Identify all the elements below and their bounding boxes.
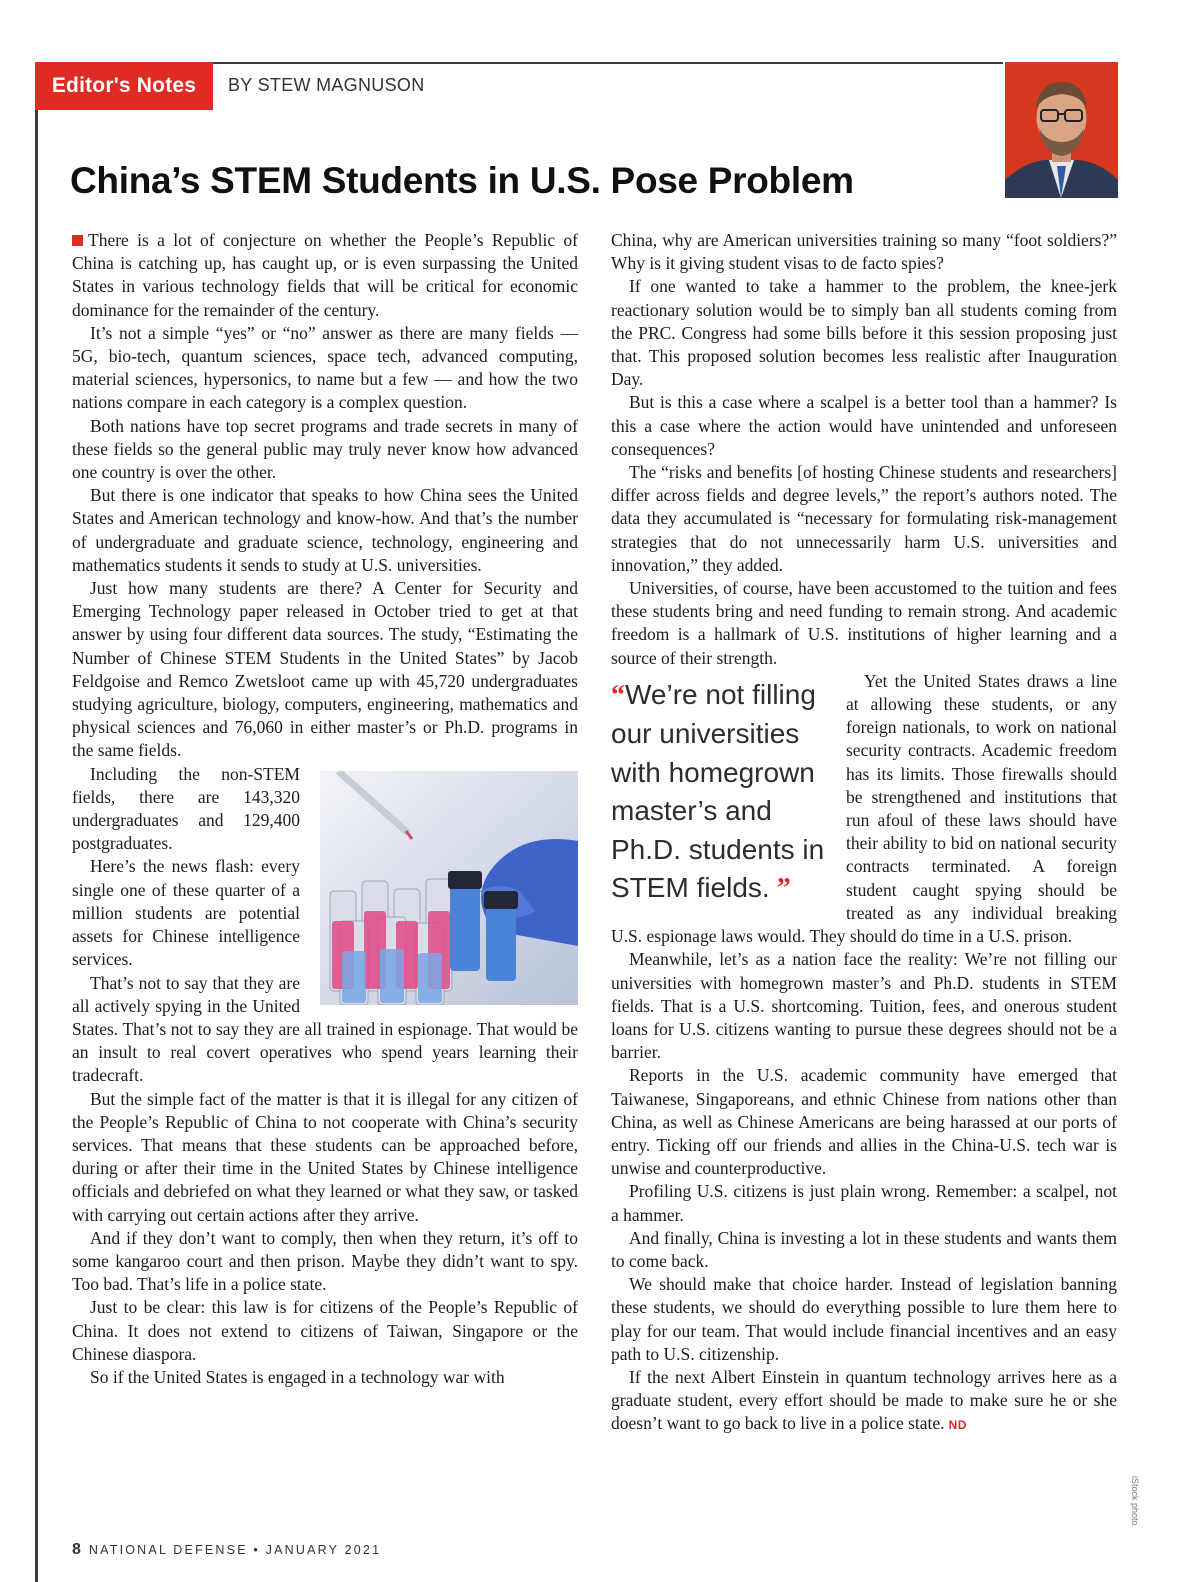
publication-line: NATIONAL DEFENSE • JANUARY 2021 — [88, 1543, 382, 1557]
paragraph: That’s not to say that they are all actively spying in the United States. That’s not to say they are all trained in espionage. That would be an insult to real covert operatives who spend years learning their tradecraft. — [72, 972, 578, 1086]
paragraph: Here’s the news flash: every single one of these quarter of a million students are potential assets for Chinese intelligence services. — [72, 856, 300, 970]
lead-square-icon — [72, 235, 83, 246]
photo-credit: iStock photo — [1130, 1476, 1140, 1526]
open-quote-mark: “ — [611, 679, 625, 711]
lab-photo — [320, 771, 578, 1005]
paragraph: Including the non-STEM fields, there are 143,320 undergraduates and 129,400 postgraduates. — [72, 763, 300, 854]
test-tube-pipette-illustration — [320, 771, 578, 1005]
paragraph: So if the United States is engaged in a technology war with — [90, 1366, 505, 1387]
paragraph: Yet the United States draws a line at allowing these students, or any foreign nationals, to work on national security contracts. Academic freedom has its limits. Those firewalls should be strengthened and institutions that run afoul of these laws should have their ability to bid on national security contracts terminated. A foreign student caught spying should be treated as any individual breaking U.S. espionage laws would. They should do time in a U.S. prison. — [611, 670, 1117, 947]
close-quote-mark: ” — [769, 873, 791, 905]
paragraph: China, why are American universities training so many “foot soldiers?” Why is it giving student visas to de facto spies? — [611, 230, 1117, 274]
paragraph: Universities, of course, have been accustomed to the tuition and fees these students bring and need funding to remain strong. And academic freedom is a hallmark of U.S. institutions of higher learning and a source of their strength. — [611, 578, 1117, 668]
page-number: 8 — [72, 1541, 81, 1558]
paragraph: But the simple fact of the matter is that it is illegal for any citizen of the People’s Republic of China to not cooperate with China’s security services. That means that these students can be approached before, during or after their time in the United States by Chinese intelligence officials and debriefed on what they learned or what they saw, or tasked with carrying out certain actions after they arrive. — [72, 1088, 578, 1225]
paragraph: Both nations have top secret programs and trade secrets in many of these fields so the general public may truly never know how advanced one country is over the other. — [72, 415, 578, 483]
paragraph: There is a lot of conjecture on whether the People’s Republic of China is catching up, has caught up, or is even surpassing the United States in various technology fields that will be critical for economic dominance for the remainder of the century. — [72, 230, 578, 320]
paragraph: The “risks and benefits [of hosting Chinese students and researchers] differ across fields and degree levels,” the report’s authors noted. The data they accumulated is “necessary for formulating risk-management strategies that do not unnecessarily harm U.S. universities and innovation,” they added. — [611, 462, 1117, 575]
end-mark: ND — [948, 1418, 967, 1433]
paragraph: If one wanted to take a hammer to the problem, the knee-jerk reactionary solution would be to simply ban all students coming from the PRC. Congress had some bills before it this session proposing just that. This proposed solution becomes less realistic after Inauguration Day. — [611, 276, 1117, 390]
pull-quote-text: We’re not filling our universities with homegrown master’s and Ph.D. students in STEM fields. — [611, 678, 825, 904]
byline: BY STEW MAGNUSON — [228, 75, 425, 95]
paragraph: If the next Albert Einstein in quantum technology arrives here as a graduate student, every effort should be made to make sure he or she doesn’t want to go back to live in a police state. ND — [611, 1366, 1117, 1434]
paragraph: Just to be clear: this law is for citizens of the People’s Republic of China. It does not extend to citizens of Taiwan, Singapore or the Chinese diaspora. — [72, 1297, 578, 1364]
author-portrait-illustration — [1005, 62, 1118, 198]
section-tag: Editor's Notes — [35, 62, 213, 110]
left-rule — [35, 62, 38, 1582]
paragraph: It’s not a simple “yes” or “no” answer as there are many fields — 5G, bio-tech, quantum sciences, space tech, advanced computing, material sciences, hypersonics, to name but a few — and how the two nations compare in each category is a complex question. — [72, 322, 578, 413]
paragraph: Reports in the U.S. academic community have emerged that Taiwanese, Singaporeans, and ethnic Chinese from nations other than China, as well as Chinese Americans are being harassed at our ports of entry. Ticking off our friends and allies in the China-U.S. tech war is unwise and counterproductive. — [611, 1065, 1117, 1179]
paragraph: And if they don’t want to comply, then when they return, it’s off to some kangaroo court and then prison. Maybe they didn’t want to spy. Too bad. That’s life in a police state. — [72, 1227, 578, 1295]
right-column — [611, 229, 1117, 1438]
paragraph: Meanwhile, let’s as a nation face the reality: We’re not filling our universities with homegrown master’s and Ph.D. students in STEM fields. That is a U.S. shortcoming. Tuition, fees, and onerous student loans for U.S. citizens wanting to pursue these degrees should not be a barrier. — [611, 949, 1117, 1063]
author-photo — [1005, 62, 1118, 198]
headline: China’s STEM Students in U.S. Pose Problem — [70, 160, 854, 201]
pull-quote — [611, 676, 836, 909]
paragraph: But is this a case where a scalpel is a better tool than a hammer? Is this a case where the action would have unintended and unforeseen consequences? — [611, 392, 1117, 459]
paragraph: And finally, China is investing a lot in these students and wants them to come back. — [611, 1227, 1117, 1271]
paragraph: We should make that choice harder. Instead of legislation banning these students, we should do everything possible to lure them here to play for our team. That would include financial incentives and an easy path to U.S. citizenship. — [611, 1274, 1117, 1364]
paragraph: Profiling U.S. citizens is just plain wrong. Remember: a scalpel, not a hammer. — [611, 1181, 1117, 1225]
left-column — [72, 229, 578, 1389]
paragraph: But there is one indicator that speaks to how China sees the United States and American technology and know-how. And that’s the number of undergraduate and graduate science, technology, engineering and mathematics students it sends to study at U.S. universities. — [72, 485, 578, 575]
page-footer — [72, 1541, 381, 1559]
paragraph: Just how many students are there? A Center for Security and Emerging Technology paper released in October tried to get at that answer by using four different data sources. The study, “Estimating the Number of Chinese STEM Students in the United States” by Jacob Feldgoise and Remco Zwetsloot came up with 45,720 undergraduates studying agriculture, biology, computers, engineering, mathematics and physical sciences and 76,060 in either master’s or Ph.D. programs in the same fields. — [72, 578, 578, 761]
